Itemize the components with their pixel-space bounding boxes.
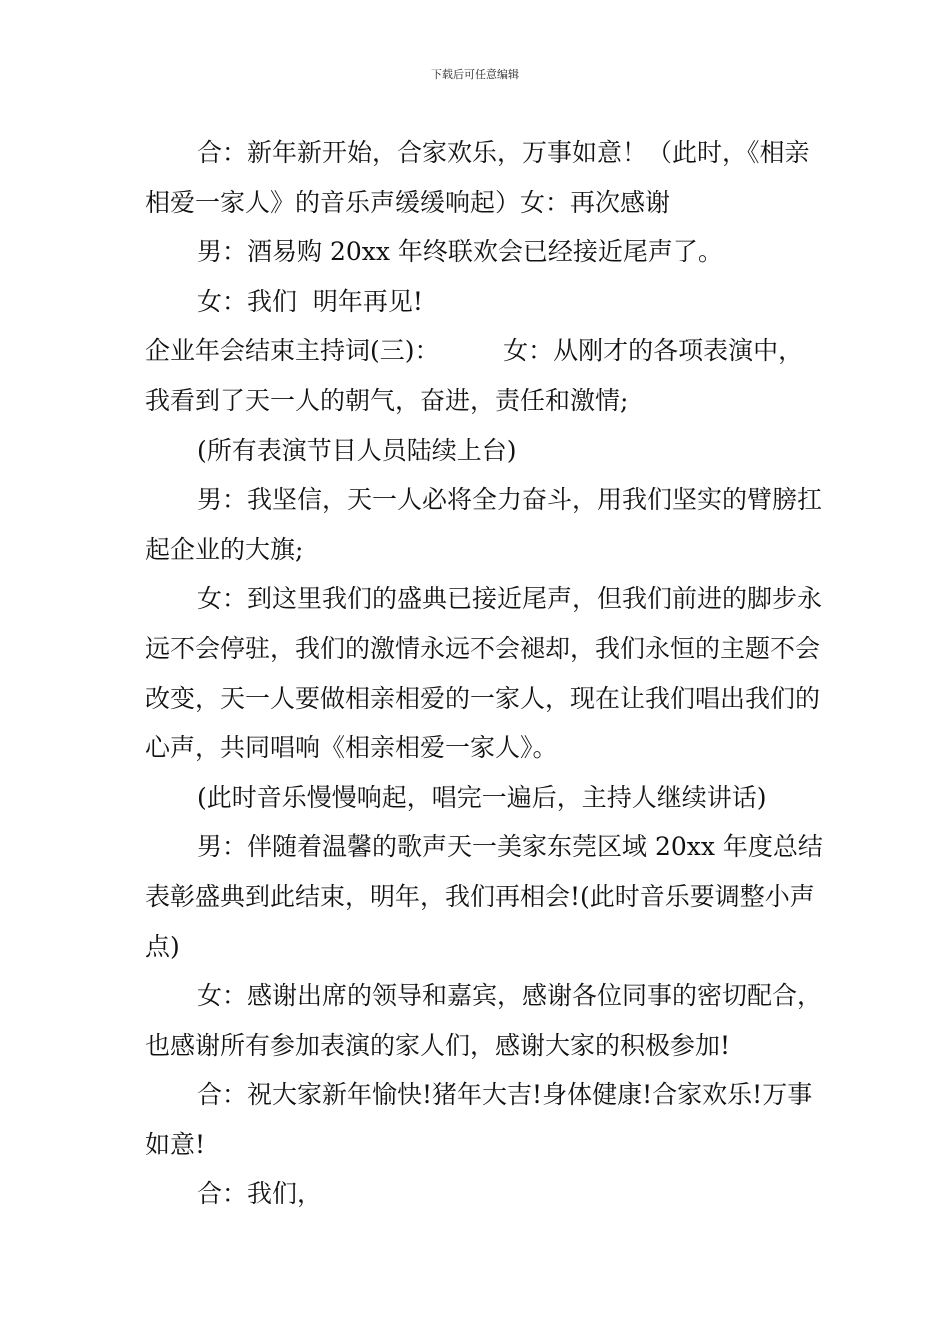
- paragraph-together-final: 合：我们，: [197, 1179, 323, 1209]
- paragraph-music-direction: (此时音乐慢慢响起，唱完一遍后，主持人继续讲话): [197, 782, 767, 812]
- paragraph-stage-direction: (所有表演节目人员陆续上台): [197, 435, 517, 465]
- paragraph-female-thanks: 女：感谢出席的领导和嘉宾，感谢各位同事的密切配合，也感谢所有参加表演的家人们，感谢大家的积极参加!: [145, 981, 823, 1060]
- page-header-note: 下载后可任意编辑: [431, 68, 519, 81]
- paragraph-closing-together: 合：新年新开始，合家欢乐，万事如意！（此时，《相亲相爱一家人》的音乐声缓缓响起）女：再次感谢: [145, 138, 810, 217]
- document-body: [145, 128, 825, 1219]
- paragraph-section-three: 企业年会结束主持词(三)： 女：从刚才的各项表演中，我看到了天一人的朝气，奋进，责任和激情;: [145, 336, 804, 415]
- paragraph-male-belief: 男：我坚信，天一人必将全力奋斗，用我们坚实的臂膀扛起企业的大旗;: [145, 485, 823, 564]
- paragraph-female-ceremony: 女：到这里我们的盛典已接近尾声，但我们前进的脚步永远不会停驻，我们的激情永远不会褪却，我们永恒的主题不会改变，天一人要做相亲相爱的一家人，现在让我们唱出我们的心声，共同唱响《相亲相爱一家人》。: [145, 584, 823, 763]
- paragraph-female-goodbye: 女：我们 明年再见!: [197, 286, 423, 316]
- paragraph-together-wishes: 合：祝大家新年愉快!猪年大吉!身体健康!合家欢乐!万事如意!: [145, 1080, 813, 1159]
- paragraph-male-conclusion: 男：伴随着温馨的歌声天一美家东莞区域 20xx 年度总结表彰盛典到此结束，明年，我们再相会!(此时音乐要调整小声点): [145, 832, 823, 961]
- paragraph-male-ending: 男：酒易购 20xx 年终联欢会已经接近尾声了。: [197, 237, 723, 267]
